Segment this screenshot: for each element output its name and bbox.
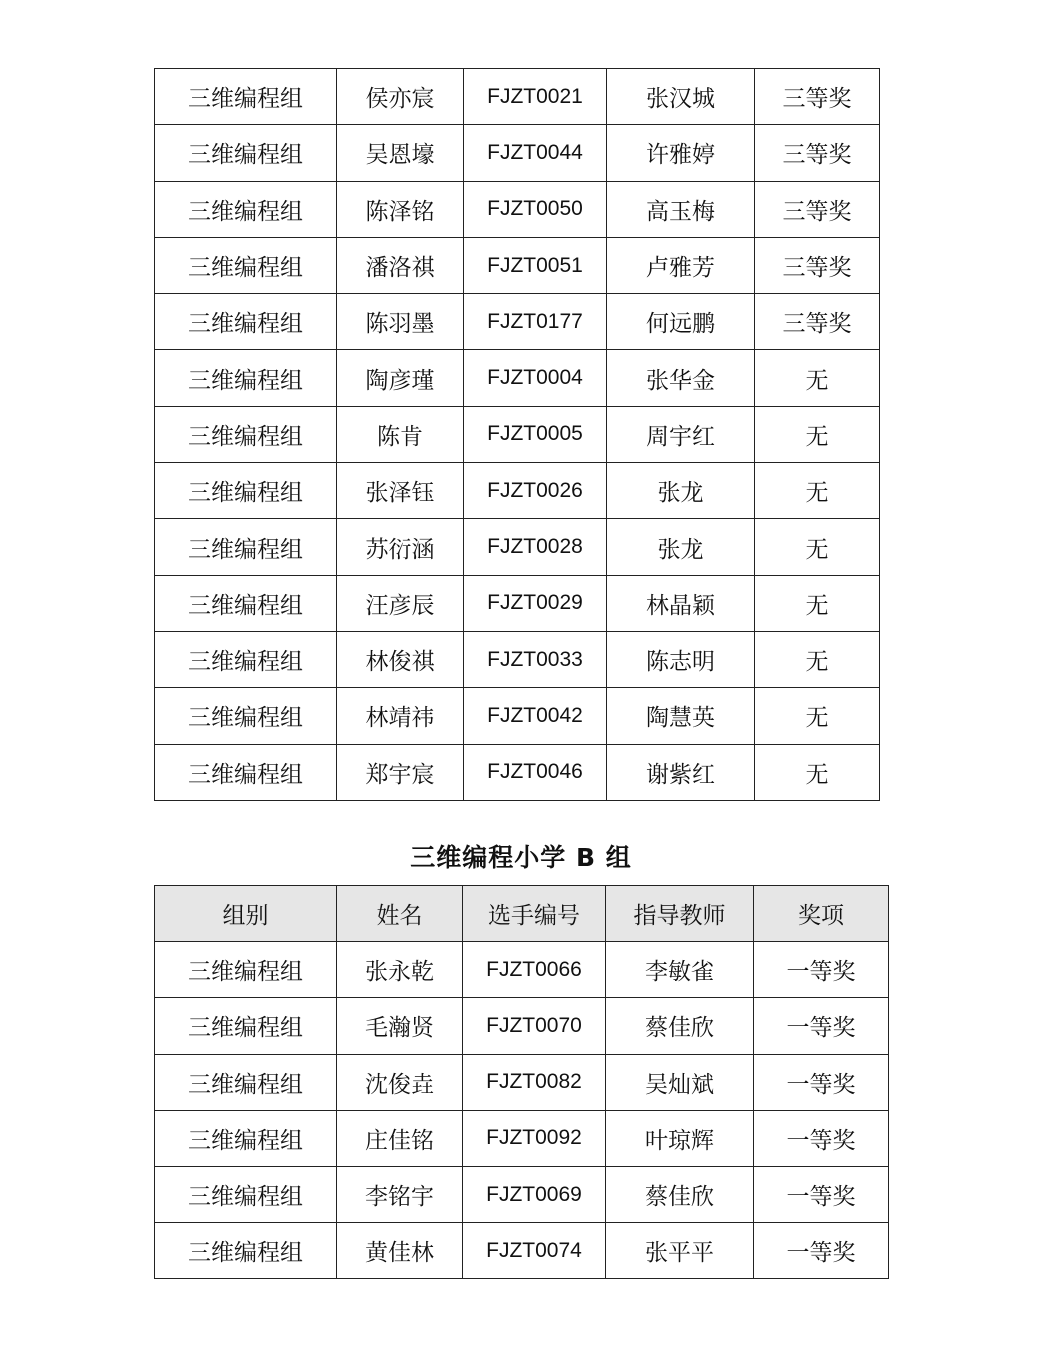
- cell-award: 一等奖: [754, 942, 889, 998]
- cell-contestant-id: FJZT0005: [464, 406, 607, 462]
- cell-name: 汪彦辰: [337, 575, 464, 631]
- cell-instructor: 蔡佳欣: [606, 1166, 754, 1222]
- cell-group: 三维编程组: [155, 406, 337, 462]
- cell-award: 无: [755, 688, 880, 744]
- cell-award: 无: [755, 350, 880, 406]
- cell-contestant-id: FJZT0042: [464, 688, 607, 744]
- cell-contestant-id: FJZT0046: [464, 744, 607, 800]
- header-award: 奖项: [754, 886, 889, 942]
- table-row: [155, 1054, 889, 1110]
- cell-group: 三维编程组: [155, 350, 337, 406]
- cell-award: 无: [755, 406, 880, 462]
- cell-instructor: 何远鹏: [607, 294, 755, 350]
- cell-instructor: 周宇红: [607, 406, 755, 462]
- cell-award: 三等奖: [755, 237, 880, 293]
- cell-group: 三维编程组: [155, 181, 337, 237]
- table-row: [155, 294, 880, 350]
- table-row: [155, 237, 880, 293]
- header-contestant-id: 选手编号: [463, 886, 606, 942]
- cell-name: 陶彦瑾: [337, 350, 464, 406]
- cell-contestant-id: FJZT0177: [464, 294, 607, 350]
- table-row: [155, 519, 880, 575]
- cell-award: 无: [755, 519, 880, 575]
- cell-award: 三等奖: [755, 69, 880, 125]
- table-row: [155, 688, 880, 744]
- cell-instructor: 张华金: [607, 350, 755, 406]
- cell-instructor: 陈志明: [607, 631, 755, 687]
- cell-contestant-id: FJZT0092: [463, 1110, 606, 1166]
- cell-instructor: 张平平: [606, 1223, 754, 1279]
- table-row: [155, 998, 889, 1054]
- cell-contestant-id: FJZT0074: [463, 1223, 606, 1279]
- cell-name: 苏衍涵: [337, 519, 464, 575]
- table-row: [155, 181, 880, 237]
- cell-contestant-id: FJZT0029: [464, 575, 607, 631]
- cell-group: 三维编程组: [155, 1166, 337, 1222]
- cell-name: 潘洛祺: [337, 237, 464, 293]
- cell-name: 陈肯: [337, 406, 464, 462]
- cell-contestant-id: FJZT0069: [463, 1166, 606, 1222]
- cell-award: 无: [755, 631, 880, 687]
- cell-group: 三维编程组: [155, 294, 337, 350]
- cell-contestant-id: FJZT0028: [464, 519, 607, 575]
- cell-group: 三维编程组: [155, 125, 337, 181]
- cell-contestant-id: FJZT0004: [464, 350, 607, 406]
- cell-name: 庄佳铭: [337, 1110, 463, 1166]
- cell-contestant-id: FJZT0021: [464, 69, 607, 125]
- cell-instructor: 许雅婷: [607, 125, 755, 181]
- results-table-body: [155, 942, 889, 1279]
- cell-award: 一等奖: [754, 1054, 889, 1110]
- cell-contestant-id: FJZT0066: [463, 942, 606, 998]
- cell-instructor: 高玉梅: [607, 181, 755, 237]
- cell-instructor: 张龙: [607, 463, 755, 519]
- cell-group: 三维编程组: [155, 69, 337, 125]
- cell-name: 黄佳林: [337, 1223, 463, 1279]
- cell-group: 三维编程组: [155, 519, 337, 575]
- cell-group: 三维编程组: [155, 1223, 337, 1279]
- cell-instructor: 卢雅芳: [607, 237, 755, 293]
- results-table-continued: [154, 68, 880, 801]
- cell-name: 林靖祎: [337, 688, 464, 744]
- header-group: 组别: [155, 886, 337, 942]
- cell-instructor: 蔡佳欣: [606, 998, 754, 1054]
- cell-award: 无: [755, 744, 880, 800]
- cell-group: 三维编程组: [155, 688, 337, 744]
- table-row: [155, 1166, 889, 1222]
- cell-name: 张泽钰: [337, 463, 464, 519]
- cell-group: 三维编程组: [155, 1054, 337, 1110]
- cell-award: 一等奖: [754, 1166, 889, 1222]
- cell-award: 一等奖: [754, 1110, 889, 1166]
- cell-group: 三维编程组: [155, 942, 337, 998]
- table-row: [155, 631, 880, 687]
- table-row: [155, 575, 880, 631]
- cell-contestant-id: FJZT0033: [464, 631, 607, 687]
- cell-name: 陈泽铭: [337, 181, 464, 237]
- cell-instructor: 叶琼辉: [606, 1110, 754, 1166]
- cell-name: 沈俊垚: [337, 1054, 463, 1110]
- cell-name: 张永乾: [337, 942, 463, 998]
- section-title: 三维编程小学 B 组: [410, 843, 632, 872]
- cell-award: 三等奖: [755, 125, 880, 181]
- cell-award: 三等奖: [755, 181, 880, 237]
- cell-group: 三维编程组: [155, 998, 337, 1054]
- cell-contestant-id: FJZT0070: [463, 998, 606, 1054]
- table-row: [155, 69, 880, 125]
- cell-instructor: 吴灿斌: [606, 1054, 754, 1110]
- table-header-row: [155, 886, 889, 942]
- results-table-body: [155, 69, 880, 801]
- cell-contestant-id: FJZT0051: [464, 237, 607, 293]
- cell-group: 三维编程组: [155, 1110, 337, 1166]
- cell-name: 毛瀚贤: [337, 998, 463, 1054]
- table-row: [155, 942, 889, 998]
- cell-contestant-id: FJZT0082: [463, 1054, 606, 1110]
- table-row: [155, 125, 880, 181]
- cell-name: 李铭宇: [337, 1166, 463, 1222]
- table-row: [155, 1110, 889, 1166]
- cell-group: 三维编程组: [155, 463, 337, 519]
- cell-award: 三等奖: [755, 294, 880, 350]
- table-row: [155, 1223, 889, 1279]
- cell-name: 陈羽墨: [337, 294, 464, 350]
- cell-group: 三维编程组: [155, 575, 337, 631]
- cell-instructor: 陶慧英: [607, 688, 755, 744]
- cell-name: 侯亦宸: [337, 69, 464, 125]
- cell-instructor: 李敏雀: [606, 942, 754, 998]
- cell-group: 三维编程组: [155, 631, 337, 687]
- cell-contestant-id: FJZT0050: [464, 181, 607, 237]
- cell-contestant-id: FJZT0044: [464, 125, 607, 181]
- cell-award: 一等奖: [754, 998, 889, 1054]
- cell-instructor: 谢紫红: [607, 744, 755, 800]
- cell-name: 吴恩壕: [337, 125, 464, 181]
- table-row: [155, 406, 880, 462]
- cell-award: 一等奖: [754, 1223, 889, 1279]
- cell-instructor: 张龙: [607, 519, 755, 575]
- table-row: [155, 744, 880, 800]
- cell-group: 三维编程组: [155, 237, 337, 293]
- cell-group: 三维编程组: [155, 744, 337, 800]
- cell-award: 无: [755, 463, 880, 519]
- cell-instructor: 张汉城: [607, 69, 755, 125]
- cell-award: 无: [755, 575, 880, 631]
- cell-instructor: 林晶颖: [607, 575, 755, 631]
- header-instructor: 指导教师: [606, 886, 754, 942]
- cell-name: 林俊祺: [337, 631, 464, 687]
- header-name: 姓名: [337, 886, 463, 942]
- cell-contestant-id: FJZT0026: [464, 463, 607, 519]
- table-row: [155, 463, 880, 519]
- results-table-group-b: [154, 885, 889, 1279]
- table-row: [155, 350, 880, 406]
- cell-name: 郑宇宸: [337, 744, 464, 800]
